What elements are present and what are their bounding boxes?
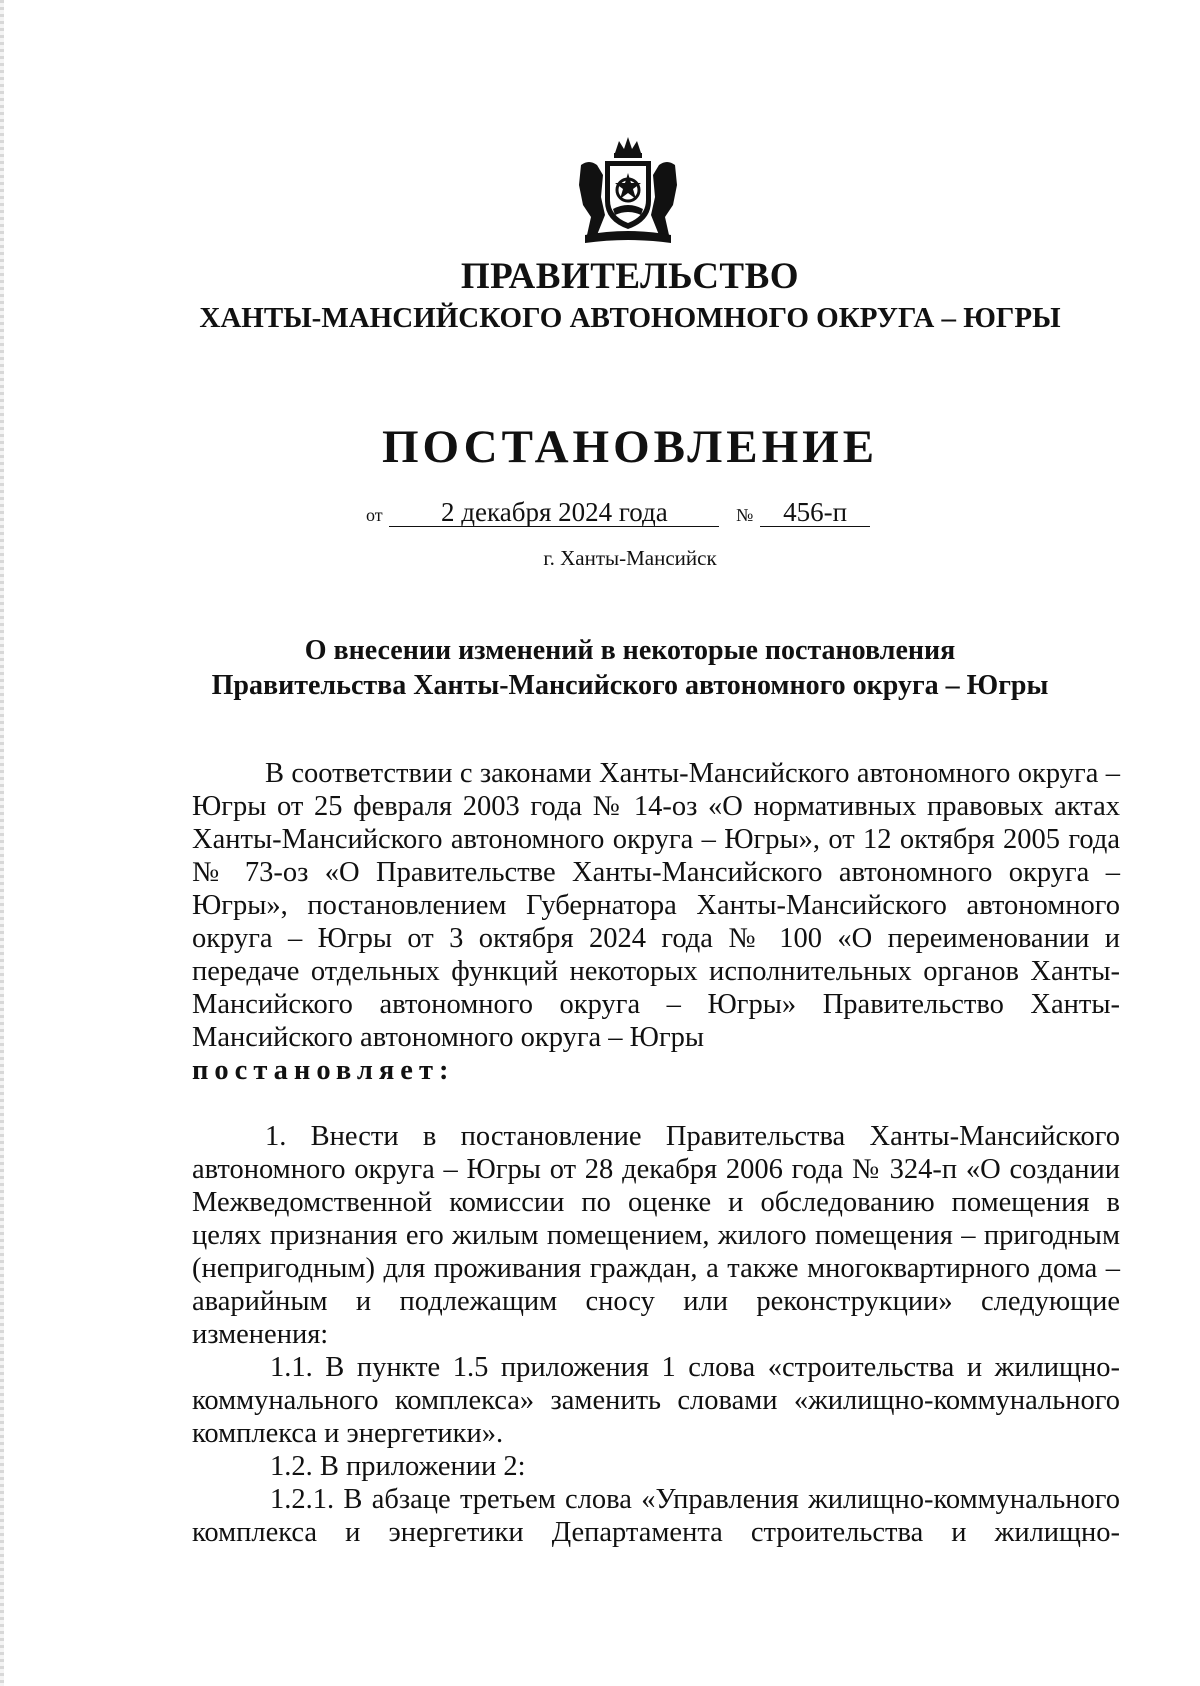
number-prefix: № — [736, 505, 754, 525]
item-1-2-paragraph: 1.2. В приложении 2: — [270, 1451, 526, 1482]
subject-line-2: Правительства Ханты-Мансийского автономного округа – Югры — [211, 670, 1049, 701]
document-number: 456-п — [760, 498, 870, 527]
government-title: ПРАВИТЕЛЬСТВО — [460, 256, 800, 297]
city-line: г. Ханты-Мансийск — [543, 546, 717, 570]
paragraph-gap — [192, 1087, 1120, 1120]
document-subject — [140, 633, 1120, 703]
item-1-paragraph: 1. Внести в постановление Правительства Ханты-Мансийского автономного округа – Югры от 28 декабря 2006 года № 324-п «О создании Межведомственной комиссии по оценке и обследованию помещения в целях признания его жилым помещением, жилого помещения – пригодным (непригодным) для проживания граждан, а также многоквартирного дома – аварийным и подлежащим сносу или реконструкции» следующие изменения: — [192, 1121, 1120, 1350]
item-1-1-paragraph: 1.1. В пункте 1.5 приложения 1 слова «строительства и жилищно-коммунального комплекса» заменить словами «жилищно-коммунального комплекса и энергетики». — [192, 1352, 1120, 1449]
document-body — [192, 757, 1120, 1549]
date-number-line — [366, 497, 906, 528]
resolves-word — [192, 1054, 1120, 1087]
region-title: ХАНТЫ-МАНСИЙСКОГО АВТОНОМНОГО ОКРУГА – ЮГРЫ — [199, 302, 1061, 334]
item-1-2-1-paragraph: 1.2.1. В абзаце третьем слова «Управления жилищно-коммунального комплекса и энергетики Департамента строительства и жилищно- — [192, 1484, 1120, 1548]
scan-edge — [0, 0, 4, 1686]
document-date: 2 декабря 2024 года — [389, 498, 719, 527]
coat-of-arms-emblem — [575, 135, 681, 247]
date-prefix: от — [366, 505, 383, 525]
document-type-title: ПОСТАНОВЛЕНИЕ — [381, 421, 879, 473]
preamble-paragraph: В соответствии с законами Ханты-Мансийского автономного округа – Югры от 25 февраля 2003 года № 14-оз «О нормативных правовых актах Ханты-Мансийского автономного округа – Югры», от 12 октября 2005 года № 73-оз «О Правительстве Ханты-Мансийского автономного округа – Югры», постановлением Губернатора Ханты-Мансийского автономного округа – Югры от 3 октября 2024 года № 100 «О переименовании и передаче отдельных функций некоторых исполнительных органов Ханты-Мансийского автономного округа – Югры» Правительство Ханты-Мансийского автономного округа – Югры — [192, 758, 1120, 1053]
subject-line-1: О внесении изменений в некоторые постановления — [304, 635, 956, 666]
resolves-text: постановляет: — [192, 1055, 455, 1086]
